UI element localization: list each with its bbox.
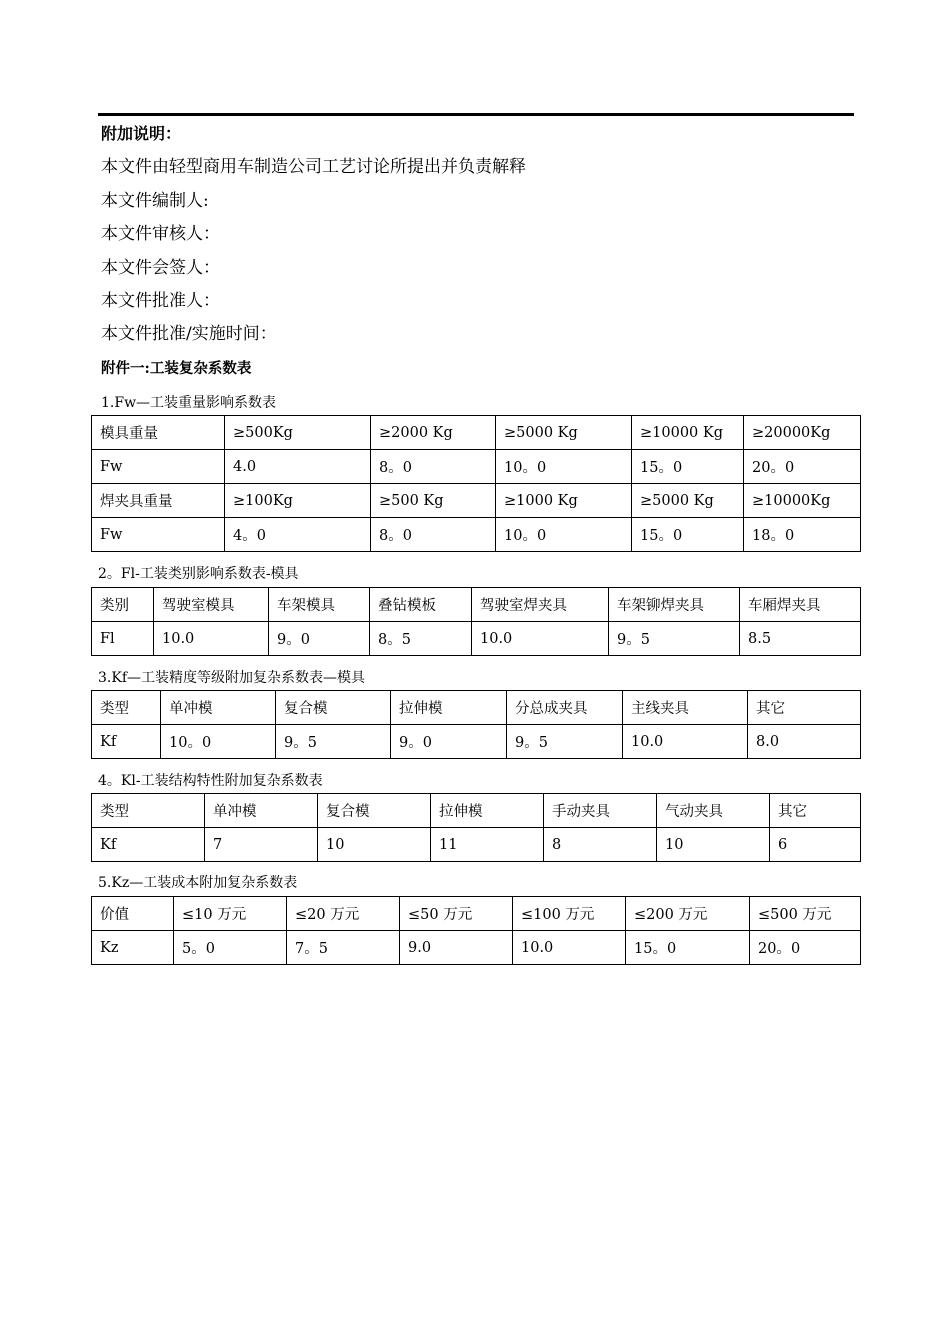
table-cell: 拉伸模 — [391, 691, 507, 725]
table-cell: 15。0 — [626, 931, 750, 965]
table-cell: 类型 — [92, 794, 205, 828]
notes-heading: 附加说明： — [101, 124, 182, 143]
table-cell: ≥10000 Kg — [632, 416, 744, 450]
table-cell: 9。5 — [276, 725, 391, 759]
table-row — [92, 622, 861, 656]
table-cell: 18。0 — [744, 518, 861, 552]
table-cell: ≤200 万元 — [626, 897, 750, 931]
note-line-1: 本文件由轻型商用车制造公司工艺讨论所提出并负责解释 — [101, 157, 526, 177]
table-cell: 单冲模 — [161, 691, 276, 725]
table-row — [92, 931, 861, 965]
table-cell: 4。0 — [225, 518, 371, 552]
table-cell: ≤50 万元 — [400, 897, 513, 931]
cost-factor-table — [91, 896, 861, 965]
table3-caption: 3.Kf—工装精度等级附加复杂系数表—模具 — [98, 670, 365, 686]
table-cell: 5。0 — [174, 931, 287, 965]
table-cell: Kz — [92, 931, 174, 965]
table-cell: 10.0 — [513, 931, 626, 965]
annex-title: 附件一:工装复杂系数表 — [101, 360, 252, 377]
table-cell: Fw — [92, 450, 225, 484]
precision-factor-table — [91, 690, 861, 759]
table-cell: 15。0 — [632, 518, 744, 552]
table2-caption: 2。Fl-工装类别影响系数表-模具 — [98, 566, 299, 582]
top-rule — [98, 113, 854, 116]
table-cell: 11 — [431, 828, 544, 862]
table-cell: 类别 — [92, 588, 154, 622]
table-cell: 9.0 — [400, 931, 513, 965]
note-line-approver: 本文件批准人： — [101, 291, 220, 311]
table-row — [92, 794, 861, 828]
table-row — [92, 897, 861, 931]
table-row — [92, 450, 861, 484]
table-cell: 驾驶室焊夹具 — [472, 588, 609, 622]
table-cell: 4.0 — [225, 450, 371, 484]
table-cell: Fl — [92, 622, 154, 656]
table-cell: 7。5 — [287, 931, 400, 965]
note-line-countersigner: 本文件会签人： — [101, 258, 220, 278]
table-cell: 20。0 — [750, 931, 861, 965]
table-row — [92, 518, 861, 552]
table1-caption: 1.Fw—工装重量影响系数表 — [101, 395, 277, 411]
table5-caption: 5.Kz—工装成本附加复杂系数表 — [98, 875, 298, 891]
table-cell: 焊夹具重量 — [92, 484, 225, 518]
table-cell: 8。5 — [370, 622, 472, 656]
table-cell: 8。0 — [371, 518, 496, 552]
table-cell: 其它 — [770, 794, 861, 828]
table-cell: ≤500 万元 — [750, 897, 861, 931]
table-cell: 手动夹具 — [544, 794, 657, 828]
table-cell: 7 — [205, 828, 318, 862]
table-cell: 10 — [657, 828, 770, 862]
table-cell: 6 — [770, 828, 861, 862]
table-cell: ≥5000 Kg — [496, 416, 632, 450]
table-cell: ≥20000Kg — [744, 416, 861, 450]
table-cell: 复合模 — [276, 691, 391, 725]
category-factor-table — [91, 587, 861, 656]
table-cell: ≥5000 Kg — [632, 484, 744, 518]
table-cell: 10.0 — [154, 622, 269, 656]
table4-caption: 4。Kl-工装结构特性附加复杂系数表 — [98, 773, 323, 789]
table-cell: 价值 — [92, 897, 174, 931]
table-cell: ≥500 Kg — [371, 484, 496, 518]
table-cell: 10。0 — [161, 725, 276, 759]
table-cell: 类型 — [92, 691, 161, 725]
table-cell: 8.5 — [740, 622, 861, 656]
table-cell: ≥500Kg — [225, 416, 371, 450]
table-cell: 9。0 — [391, 725, 507, 759]
table-cell: 分总成夹具 — [507, 691, 623, 725]
table-cell: 单冲模 — [205, 794, 318, 828]
table-cell: 8 — [544, 828, 657, 862]
table-cell: 10 — [318, 828, 431, 862]
table-cell: Kf — [92, 725, 161, 759]
table-cell: ≥100Kg — [225, 484, 371, 518]
table-cell: 9。0 — [269, 622, 370, 656]
table-row — [92, 588, 861, 622]
structure-factor-table — [91, 793, 861, 862]
table-cell: 车架模具 — [269, 588, 370, 622]
note-line-reviewer: 本文件审核人： — [101, 224, 220, 244]
table-cell: ≤100 万元 — [513, 897, 626, 931]
table-cell: 叠钻模板 — [370, 588, 472, 622]
table-cell: 8.0 — [748, 725, 861, 759]
note-line-approval-date: 本文件批准/实施时间： — [101, 324, 277, 344]
table-cell: 10。0 — [496, 518, 632, 552]
table-cell: ≤10 万元 — [174, 897, 287, 931]
table-cell: ≥10000Kg — [744, 484, 861, 518]
table-cell: ≥2000 Kg — [371, 416, 496, 450]
table-cell: ≥1000 Kg — [496, 484, 632, 518]
table-cell: 车架铆焊夹具 — [609, 588, 740, 622]
table-row — [92, 725, 861, 759]
table-row — [92, 484, 861, 518]
table-cell: 10.0 — [623, 725, 748, 759]
table-row — [92, 828, 861, 862]
table-cell: 20。0 — [744, 450, 861, 484]
table-row — [92, 416, 861, 450]
table-cell: 9。5 — [609, 622, 740, 656]
note-line-compiler: 本文件编制人: — [101, 191, 209, 211]
table-cell: 主线夹具 — [623, 691, 748, 725]
table-cell: 模具重量 — [92, 416, 225, 450]
table-cell: 复合模 — [318, 794, 431, 828]
table-cell: ≤20 万元 — [287, 897, 400, 931]
table-cell: 其它 — [748, 691, 861, 725]
table-row — [92, 691, 861, 725]
table-cell: 驾驶室模具 — [154, 588, 269, 622]
table-cell: Kf — [92, 828, 205, 862]
table-cell: 拉伸模 — [431, 794, 544, 828]
table-cell: 气动夹具 — [657, 794, 770, 828]
table-cell: 10.0 — [472, 622, 609, 656]
table-cell: 8。0 — [371, 450, 496, 484]
table-cell: 车厢焊夹具 — [740, 588, 861, 622]
table-cell: 9。5 — [507, 725, 623, 759]
table-cell: 15。0 — [632, 450, 744, 484]
table-cell: Fw — [92, 518, 225, 552]
table-cell: 10。0 — [496, 450, 632, 484]
weight-factor-table — [91, 415, 861, 552]
